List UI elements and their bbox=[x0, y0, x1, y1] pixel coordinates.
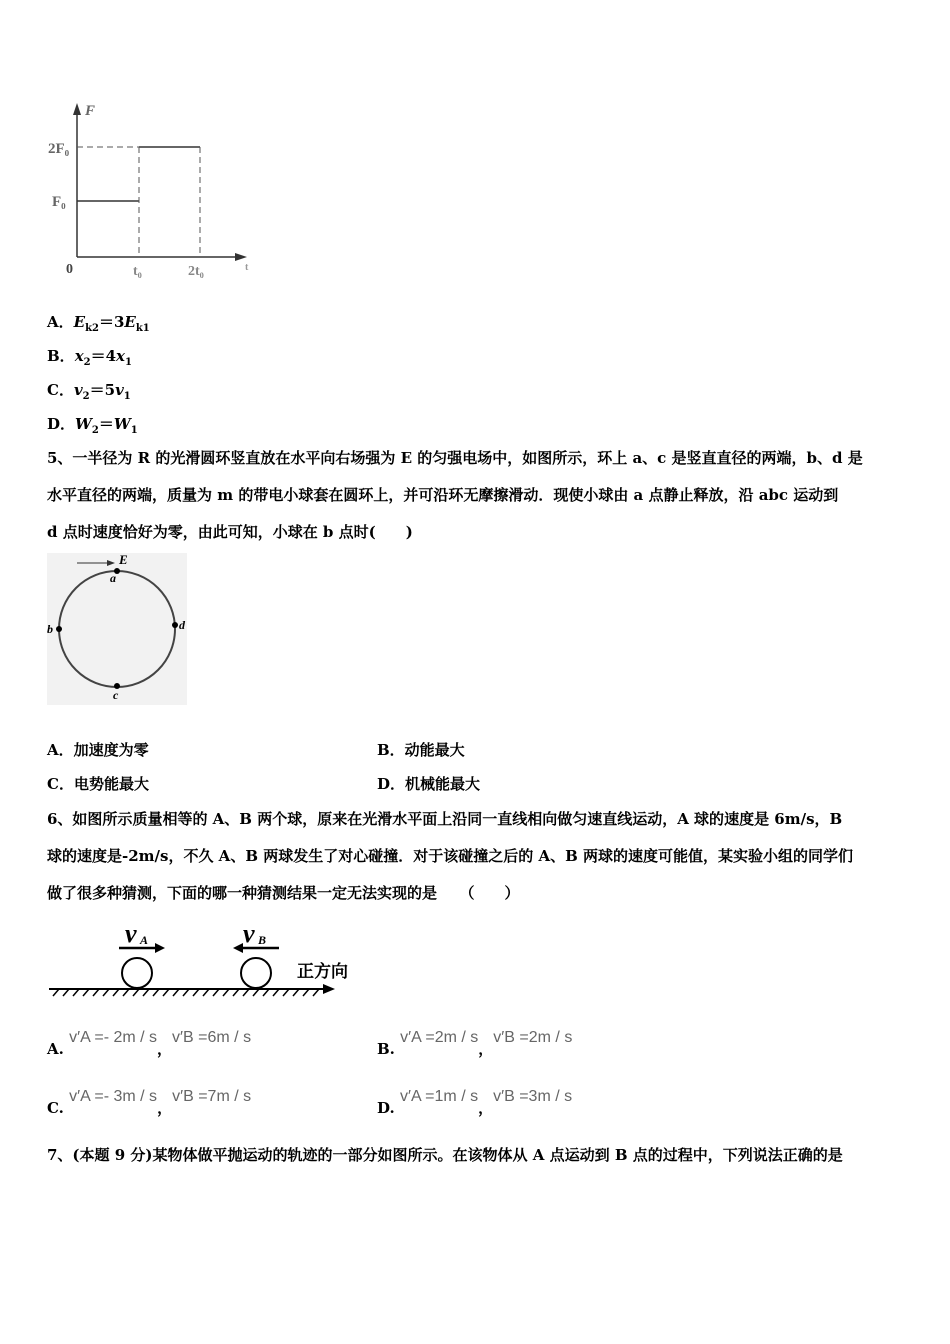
q5-option-a[interactable]: A．加速度为零 bbox=[47, 741, 149, 759]
y-axis-label: F bbox=[85, 103, 96, 119]
q6-option-b[interactable]: B. v′A =2m / s，v′B =2m / s bbox=[377, 1029, 573, 1058]
svg-text:c: c bbox=[113, 688, 119, 702]
q6-text: 做了很多种猜测，下面的哪一种猜测结果一定无法实现的是 （ ） bbox=[47, 884, 520, 902]
y-tick: F₀ bbox=[52, 194, 66, 210]
collision-diagram bbox=[47, 912, 367, 1004]
q4-option-a[interactable]: A．$E_{k2}=3E_{k1}$ bbox=[47, 313, 150, 334]
q6-text: 球的速度是-2m/s，不久 A、B 两球发生了对心碰撞．对于该碰撞之后的 A、B 两球的速度可能值，某实验小组的同学们 bbox=[47, 847, 853, 865]
svg-text:v: v bbox=[243, 919, 255, 948]
q4-option-b[interactable]: B．$x_2=4x_1$ bbox=[47, 347, 132, 368]
q5-option-b[interactable]: B．动能最大 bbox=[377, 741, 465, 759]
y-tick: 2F₀ bbox=[48, 141, 70, 157]
q5-text: 5、一半径为 R 的光滑圆环竖直放在水平向右场强为 E 的匀强电场中，如图所示，环上 a、c 是竖直直径的两端，b、d 是 bbox=[47, 449, 863, 467]
ring-diagram bbox=[47, 553, 187, 705]
q6-option-d[interactable]: D. v′A =1m / s，v′B =3m / s bbox=[377, 1088, 573, 1117]
svg-text:d: d bbox=[179, 618, 185, 632]
q6-option-c[interactable]: C. v′A =- 3m / s，v′B =7m / s bbox=[47, 1088, 252, 1117]
x-axis-label: t bbox=[245, 262, 249, 273]
svg-text:a: a bbox=[110, 571, 116, 585]
x-tick: 2t₀ bbox=[188, 264, 204, 279]
q7-text: 7、(本题 9 分)某物体做平抛运动的轨迹的一部分如图所示。在该物体从 A 点运动到 B 点的过程中，下列说法正确的是 bbox=[47, 1146, 843, 1164]
svg-text:B: B bbox=[258, 933, 267, 947]
svg-text:b: b bbox=[47, 622, 53, 636]
q6-text: 6、如图所示质量相等的 A、B 两个球，原来在光滑水平面上沿同一直线相向做匀速直线运动，A 球的速度是 6m/s，B bbox=[47, 810, 843, 828]
x-tick: t₀ bbox=[133, 264, 142, 279]
svg-text:正方向: 正方向 bbox=[297, 962, 348, 981]
q6-option-a[interactable]: A. v′A =- 2m / s，v′B =6m / s bbox=[47, 1029, 252, 1058]
q5-text: 水平直径的两端，质量为 m 的带电小球套在圆环上，并可沿环无摩擦滑动．现使小球由 a 点静止释放，沿 abc 运动到 bbox=[47, 486, 839, 504]
q5-option-d[interactable]: D．机械能最大 bbox=[377, 775, 481, 793]
svg-text:E: E bbox=[119, 553, 128, 567]
q5-option-c[interactable]: C．电势能最大 bbox=[47, 775, 149, 793]
svg-text:A: A bbox=[140, 933, 149, 947]
q5-text: d 点时速度恰好为零，由此可知，小球在 b 点时( ) bbox=[47, 523, 413, 541]
force-time-graph bbox=[40, 95, 260, 285]
x-tick: 0 bbox=[66, 262, 73, 277]
q4-option-d[interactable]: D．$W_2=W_1$ bbox=[47, 415, 138, 436]
svg-text:v: v bbox=[125, 919, 137, 948]
q4-option-c[interactable]: C．$v_2=5v_1$ bbox=[47, 381, 131, 402]
